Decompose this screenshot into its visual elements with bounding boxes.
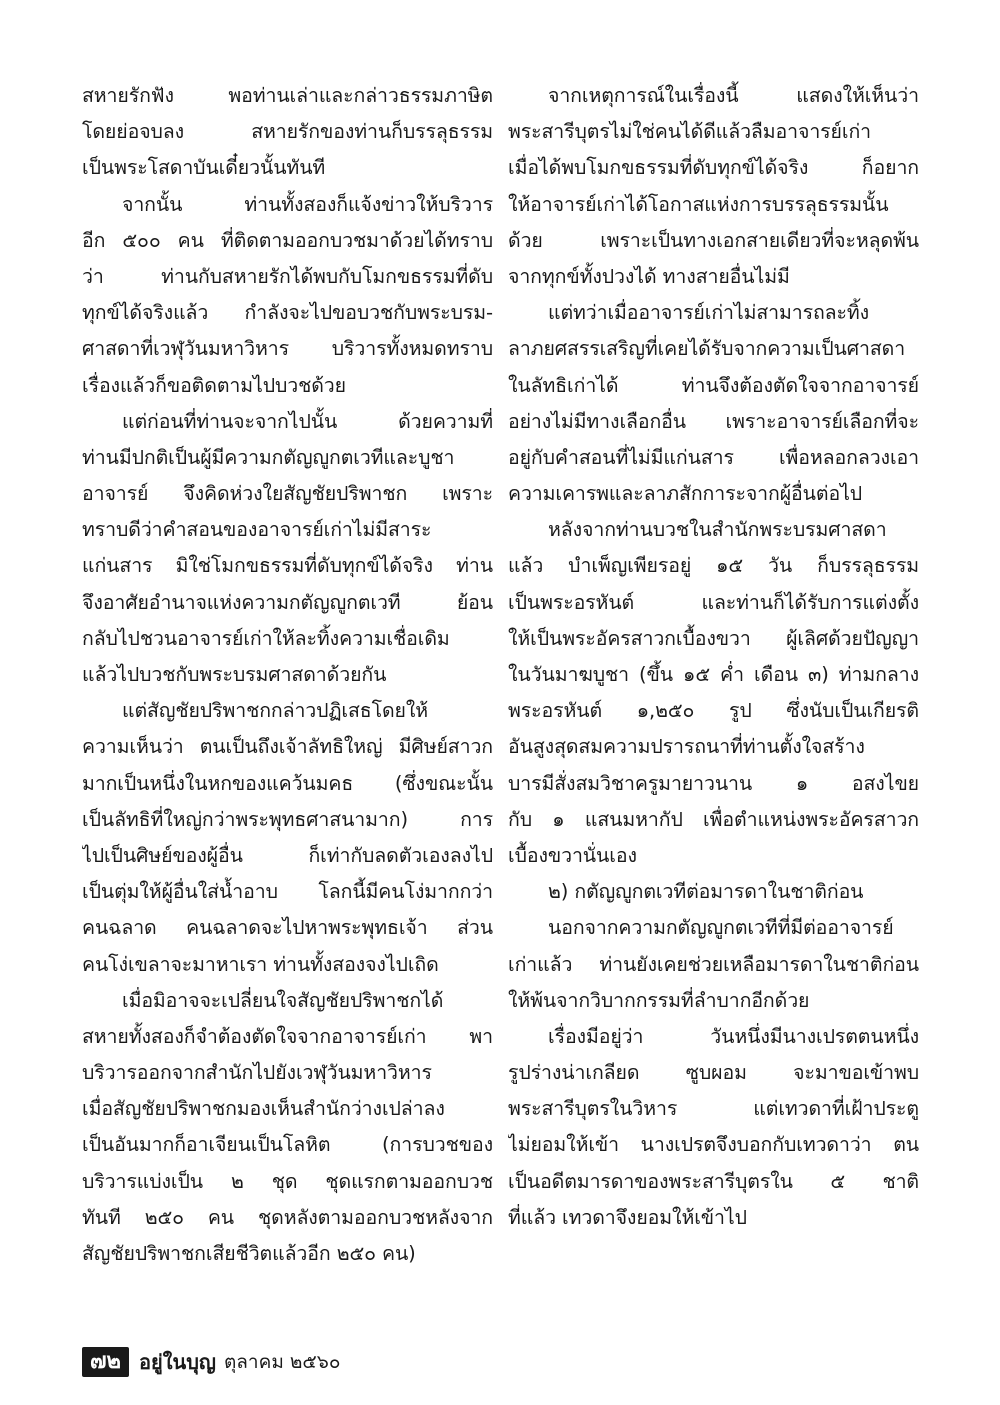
- text-line: มากเป็นหนึ่งในหกของแคว้นมคธ (ซึ่งขณะนั้น: [82, 771, 493, 795]
- text-line: สหายทั้งสองก็จำต้องตัดใจจากอาจารย์เก่า พา: [82, 1024, 493, 1048]
- text-line: ด้วย เพราะเป็นทางเอกสายเดียวที่จะหลุดพ้น: [508, 228, 919, 252]
- text-line: ๒) กตัญญูกตเวทีต่อมารดาในชาติก่อน: [548, 880, 864, 904]
- left-column: [82, 78, 493, 1272]
- text-line: พระสารีบุตรไม่ใช่คนได้ดีแล้วลืมอาจารย์เก่า: [508, 120, 871, 144]
- text-line: ลาภยศสรรเสริญที่เคยได้รับจากความเป็นศาสดา: [508, 337, 906, 361]
- text-line: บริวารออกจากสำนักไปยังเวฬุวันมหาวิหาร: [82, 1061, 432, 1085]
- text-line: ทันที ๒๕๐ คน ชุดหลังตามออกบวชหลังจาก: [82, 1205, 493, 1229]
- text-line: เมื่อสัญชัยปริพาชกมองเห็นสำนักว่างเปล่าลง: [82, 1097, 445, 1121]
- text-line: เป็นพระอรหันต์ และท่านก็ได้รับการแต่งตั้ง: [508, 590, 919, 614]
- text-line: ที่แล้ว เทวดาจึงยอมให้เข้าไป: [508, 1205, 747, 1229]
- text-line: เมื่อได้พบโมกขธรรมที่ดับทุกข์ได้จริง ก็อยาก: [508, 156, 919, 180]
- text-line: ให้เป็นพระอัครสาวกเบื้องขวา ผู้เลิศด้วยปัญญา: [508, 626, 919, 650]
- text-line: ในวันมาฆบูชา (ขึ้น ๑๕ ค่ำ เดือน ๓) ท่ามกลาง: [508, 663, 919, 686]
- magazine-title: อยู่ในบุญ: [139, 1350, 216, 1374]
- text-line: ความเห็นว่า ตนเป็นถึงเจ้าลัทธิใหญ่ มีศิษย์สาวก: [82, 735, 493, 759]
- text-line: ทุกข์ได้จริงแล้ว กำลังจะไปขอบวชกับพระบรม-: [82, 301, 493, 325]
- text-line: พระอรหันต์ ๑,๒๕๐ รูป ซึ่งนับเป็นเกียรติ: [508, 699, 919, 723]
- text-line: บริวารแบ่งเป็น ๒ ชุด ชุดแรกตามออกบวช: [82, 1169, 493, 1193]
- text-line: จากทุกข์ทั้งปวงได้ ทางสายอื่นไม่มี: [508, 264, 790, 288]
- text-line: เรื่องแล้วก็ขอติดตามไปบวชด้วย: [82, 373, 346, 397]
- text-line: เป็นตุ่มให้ผู้อื่นใส่น้ำอาบ โลกนี้มีคนโง่มากกว่า: [82, 880, 493, 904]
- issue-date: ตุลาคม ๒๕๖๐: [223, 1351, 341, 1373]
- text-line: ให้อาจารย์เก่าได้โอกาสแห่งการบรรลุธรรมนั้น: [508, 192, 889, 216]
- text-line: รูปร่างน่าเกลียด ซูบผอม จะมาขอเข้าพบ: [508, 1061, 919, 1085]
- text-line: คนฉลาด คนฉลาดจะไปหาพระพุทธเจ้า ส่วน: [82, 916, 493, 940]
- text-line: ไม่ยอมให้เข้า นางเปรตจึงบอกกับเทวดาว่า ตน: [508, 1133, 919, 1157]
- text-line: คนโง่เขลาจะมาหาเรา ท่านทั้งสองจงไปเถิด: [82, 952, 439, 976]
- text-line: ศาสดาที่เวฬุวันมหาวิหาร บริวารทั้งหมดทราบ: [82, 337, 493, 361]
- text-line: แล้ว บำเพ็ญเพียรอยู่ ๑๕ วัน ก็บรรลุธรรม: [508, 554, 919, 578]
- text-line: เก่าแล้ว ท่านยังเคยช่วยเหลือมารดาในชาติก่อน: [508, 952, 919, 976]
- text-line: จากนั้น ท่านทั้งสองก็แจ้งข่าวให้บริวาร: [122, 192, 493, 216]
- text-line: อยู่กับคำสอนที่ไม่มีแก่นสาร เพื่อหลอกลวงเอา: [508, 445, 919, 469]
- text-line: ในลัทธิเก่าได้ ท่านจึงต้องตัดใจจากอาจารย์: [508, 373, 919, 397]
- page-footer: [82, 1345, 340, 1379]
- text-line: หลังจากท่านบวชในสำนักพระบรมศาสดา: [548, 518, 887, 542]
- text-line: สหายรักฟัง พอท่านเล่าและกล่าวธรรมภาษิต: [82, 84, 493, 107]
- text-line: เป็นพระโสดาบันเดี๋ยวนั้นทันที: [82, 156, 326, 180]
- text-line: แล้วไปบวชกับพระบรมศาสดาด้วยกัน: [82, 663, 387, 686]
- text-line: เป็นอดีตมารดาของพระสารีบุตรใน ๕ ชาติ: [508, 1169, 919, 1193]
- text-line: จากเหตุการณ์ในเรื่องนี้ แสดงให้เห็นว่า: [548, 84, 919, 107]
- text-line: แก่นสาร มิใช่โมกขธรรมที่ดับทุกข์ได้จริง ท่าน: [82, 554, 493, 578]
- text-line: กับ ๑ แสนมหากัป เพื่อตำแหน่งพระอัครสาวก: [508, 807, 919, 831]
- text-line: สัญชัยปริพาชกเสียชีวิตแล้วอีก ๒๕๐ คน): [82, 1242, 416, 1265]
- text-line: เป็นลัทธิที่ใหญ่กว่าพระพุทธศาสนามาก) การ: [82, 807, 493, 831]
- text-line: เมื่อมิอาจจะเปลี่ยนใจสัญชัยปริพาชกได้: [122, 988, 444, 1012]
- text-line: กลับไปชวนอาจารย์เก่าให้ละทิ้งความเชื่อเดิม: [82, 626, 450, 650]
- text-line: ไปเป็นศิษย์ของผู้อื่น ก็เท่ากับลดตัวเองลงไป: [82, 843, 493, 867]
- text-line: นอกจากความกตัญญูกตเวทีที่มีต่ออาจารย์: [548, 916, 894, 940]
- text-line: อย่างไม่มีทางเลือกอื่น เพราะอาจารย์เลือกที่จะ: [508, 409, 919, 433]
- text-line: อันสูงสุดสมความปรารถนาที่ท่านตั้งใจสร้าง: [508, 735, 865, 759]
- text-line: ว่า ท่านกับสหายรักได้พบกับโมกขธรรมที่ดับ: [82, 264, 493, 288]
- text-line: เรื่องมีอยู่ว่า วันหนึ่งมีนางเปรตตนหนึ่ง: [548, 1024, 919, 1048]
- text-line: แต่ก่อนที่ท่านจะจากไปนั้น ด้วยความที่: [122, 409, 493, 433]
- text-line: อีก ๕๐๐ คน ที่ติดตามออกบวชมาด้วยได้ทราบ: [82, 228, 493, 252]
- text-line: อาจารย์ จึงคิดห่วงใยสัญชัยปริพาชก เพราะ: [82, 482, 493, 506]
- text-line: ความเคารพและลาภสักการะจากผู้อื่นต่อไป: [508, 482, 863, 506]
- text-line: เป็นอันมากก็อาเจียนเป็นโลหิต (การบวชของ: [82, 1133, 493, 1157]
- text-line: แต่สัญชัยปริพาชกกล่าวปฏิเสธโดยให้: [122, 699, 429, 723]
- text-line: พระสารีบุตรในวิหาร แต่เทวดาที่เฝ้าประตู: [508, 1097, 919, 1121]
- page-number: ๗๒: [82, 1347, 129, 1377]
- text-line: ให้พ้นจากวิบากกรรมที่ลำบากอีกด้วย: [508, 988, 810, 1012]
- text-line: ท่านมีปกติเป็นผู้มีความกตัญญูกตเวทีและบูชา: [82, 445, 455, 469]
- text-line: แต่ทว่าเมื่ออาจารย์เก่าไม่สามารถละทิ้ง: [548, 301, 870, 325]
- text-line: ทราบดีว่าคำสอนของอาจารย์เก่าไม่มีสาระ: [82, 518, 432, 542]
- text-line: เบื้องขวานั่นเอง: [508, 843, 637, 867]
- text-line: บารมีสั่งสมวิชาครูมายาวนาน ๑ อสงไขย: [508, 771, 919, 795]
- text-line: โดยย่อจบลง สหายรักของท่านก็บรรลุธรรม: [82, 120, 493, 144]
- right-column: [508, 78, 919, 1236]
- text-line: จึงอาศัยอำนาจแห่งความกตัญญูกตเวที ย้อน: [82, 590, 493, 614]
